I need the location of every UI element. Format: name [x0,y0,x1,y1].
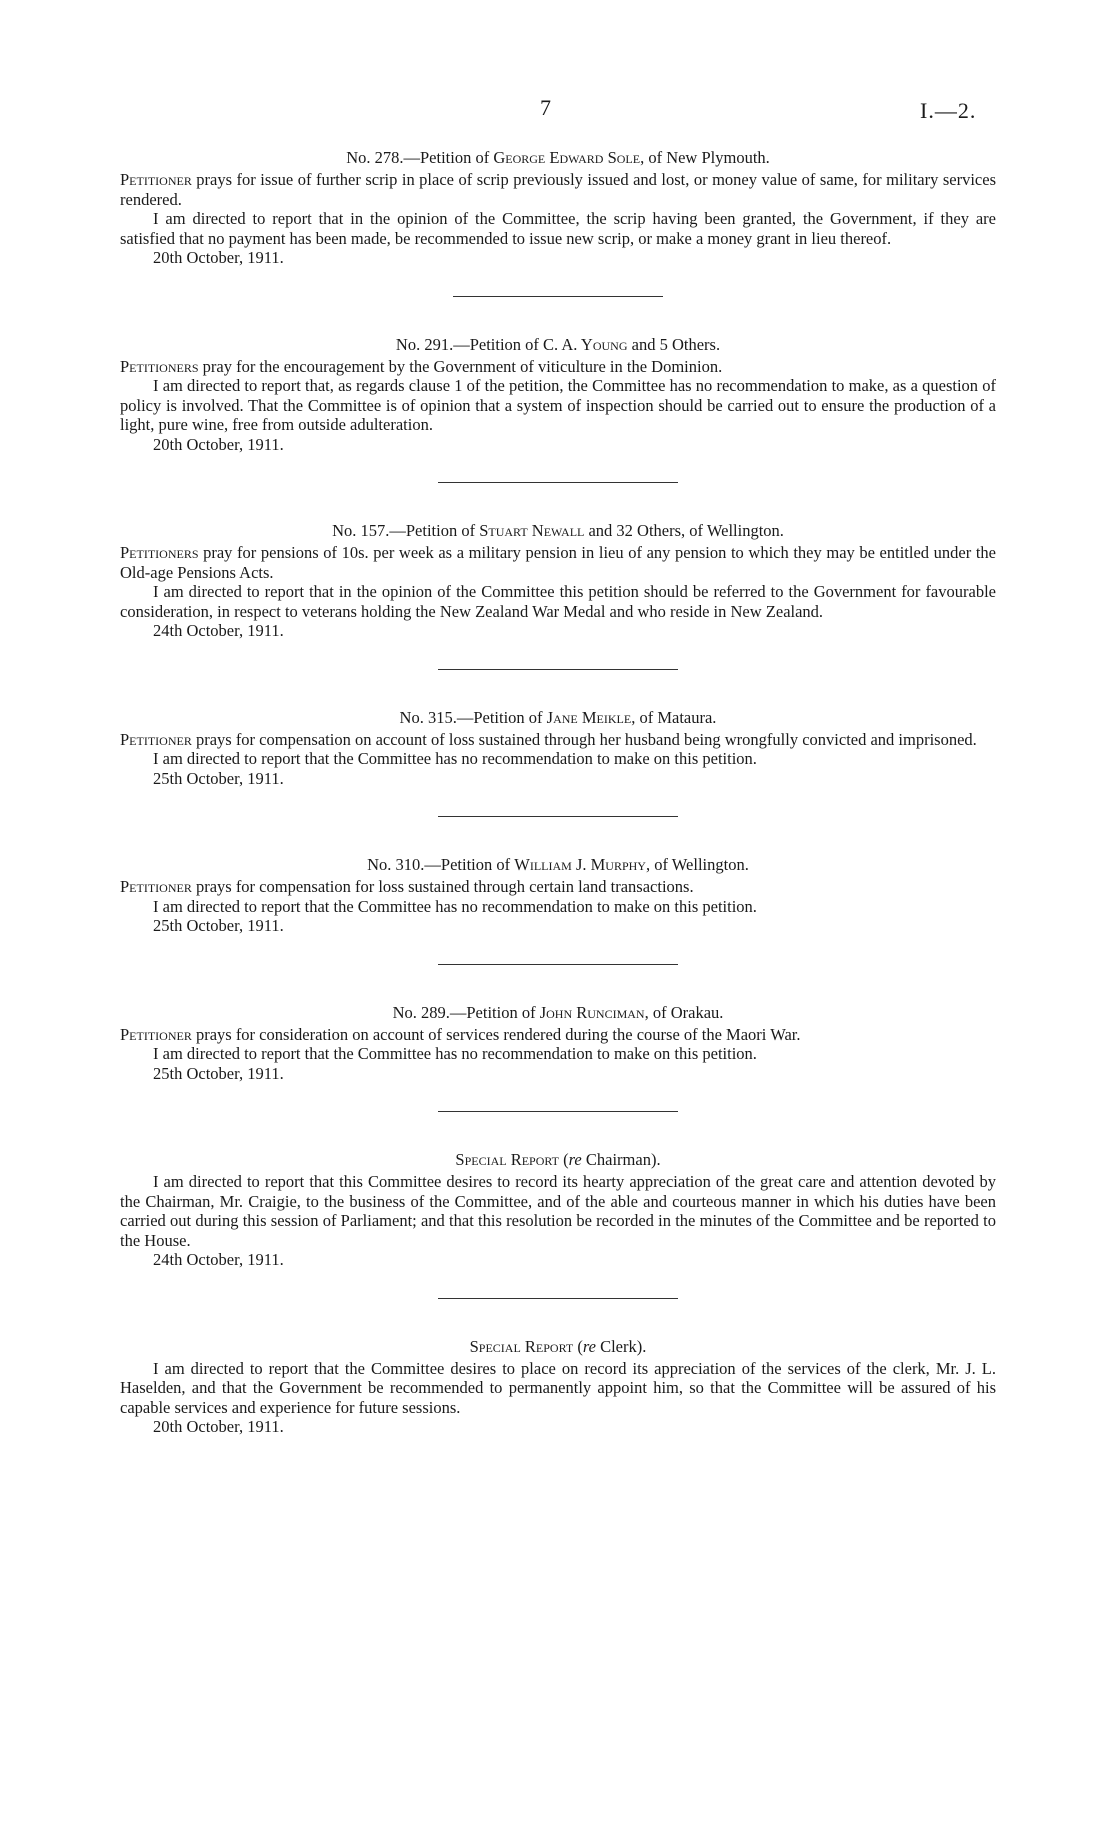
page-number: 7 [540,95,551,120]
section-divider [438,1298,678,1299]
special-report-heading [120,1150,996,1170]
summary-text: prays for issue of further scrip in place of scrip previously issued and lost, or money value of same, for military services rendered. [120,170,996,209]
special-report-clerk [120,1337,996,1437]
committee-report: I am directed to report that in the opinion of the Committee, the scrip having been granted, the Government, if they are satisfied that no payment has been made, be recommended to issue new scrip, or make a money grant in lieu thereof. [120,209,996,248]
petition-summary [120,877,996,897]
section-divider [438,482,678,483]
heading-re: re [568,1150,582,1169]
committee-report: I am directed to report that the Committee has no recommendation to make on this petition. [153,896,757,916]
heading-place: and 32 Others, of Wellington. [584,521,784,540]
report-date: 24th October, 1911. [153,621,284,640]
heading-place: , of New Plymouth. [640,148,770,167]
lead-word: Petitioners [120,543,199,562]
petitioner-name: Jane Meikle [546,707,632,727]
special-report-chairman [120,1150,996,1270]
lead-word: Petitioner [120,170,192,189]
petition-summary [120,730,996,750]
report-date: 20th October, 1911. [153,1417,284,1436]
heading-place: , of Wellington. [645,855,749,874]
report-date: 20th October, 1911. [153,434,284,454]
heading-subject: Clerk). [595,1336,647,1356]
section-divider [438,816,678,817]
petitioner-name: George Edward Sole [493,148,641,167]
petition-291 [120,335,996,455]
petition-157 [120,521,996,641]
heading-number: No. 278.—Petition of [346,148,494,167]
heading-place: , of Mataura. [631,707,717,727]
heading-number: No. 291.—Petition of [395,334,544,354]
heading-open-paren: ( [559,1150,569,1169]
petition-278 [120,148,996,268]
special-report-title: Special Report [469,1336,574,1356]
heading-place: and 5 Others. [627,334,721,354]
special-report-heading [120,1337,996,1357]
petitioner-name: Stuart Newall [479,521,585,540]
petition-heading [120,148,996,168]
section-divider [438,1111,678,1112]
petition-315 [120,708,996,789]
lead-word: Petitioner [120,877,192,896]
committee-report: I am directed to report that the Committee has no recommendation to make on this petition. [153,1044,757,1063]
committee-report: I am directed to report that, as regards clause 1 of the petition, the Committee has no recommendation to make, as a question of policy is involved. That the Committee is of opinion that a system of inspection should be carried out to ensure the production of a light, pure wine, free from outside adulteration. [120,376,996,434]
committee-report: I am directed to report that in the opinion of the Committee this petition should be referred to the Government for favourable consideration, in respect to veterans holding the New Zealand War Medal and who reside in New Zealand. [120,582,996,621]
report-date: 25th October, 1911. [153,768,284,788]
heading-re: re [582,1336,596,1356]
petition-summary [120,357,996,377]
petition-summary [120,543,996,582]
document-body [120,148,996,1437]
section-divider [453,296,663,297]
summary-text: pray for the encouragement by the Government of viticulture in the Dominion. [198,356,723,376]
lead-word: Petitioners [120,356,199,376]
summary-text: prays for consideration on account of services rendered during the course of the Maori War. [191,1024,801,1044]
petition-summary [120,1025,996,1045]
heading-open-paren: ( [573,1336,583,1356]
section-divider [438,964,678,965]
petition-heading [120,335,996,355]
heading-place: , of Orakau. [644,1002,724,1022]
committee-report: I am directed to report that the Committee desires to place on record its appreciation of the services of the clerk, Mr. J. L. Haselden, and that the Government be recommended to permanently appoint him, so that the Committee will be assured of his capable services and experience for future sessions. [120,1358,996,1417]
report-date: 25th October, 1911. [153,1063,284,1083]
petition-heading [120,708,996,728]
petition-summary [120,170,996,209]
summary-text: prays for compensation for loss sustained through certain land transactions. [191,877,694,896]
heading-number: No. 310.—Petition of [367,855,515,874]
petitioner-name: John Runciman [539,1002,645,1022]
report-date: 20th October, 1911. [153,248,284,267]
summary-text: pray for pensions of 10s. per week as a military pension in lieu of any pension to which they may be entitled under the Old-age Pensions Acts. [120,543,996,582]
heading-subject: Chairman). [581,1150,661,1169]
lead-word: Petitioner [120,729,192,749]
heading-number: No. 157.—Petition of [332,521,480,540]
petition-289 [120,1003,996,1084]
petition-310 [120,855,996,936]
committee-report: I am directed to report that this Committee desires to record its hearty appreciation of the great care and attention devoted by the Chairman, Mr. Craigie, to the business of the Committee, and of the able and courteous manner in which his duties have been carried out during this session of Parliament; and that this resolution be recorded in the minutes of the Committee and be reported to the House. [120,1172,996,1250]
heading-number: No. 289.—Petition of [392,1002,540,1022]
report-date: 25th October, 1911. [153,916,284,935]
report-date: 24th October, 1911. [153,1250,284,1269]
petition-heading [120,855,996,875]
petition-heading [120,1003,996,1023]
lead-word: Petitioner [120,1024,192,1044]
petition-heading [120,521,996,541]
summary-text: prays for compensation on account of loss sustained through her husband being wrongfully convicted and imprisoned. [191,729,977,749]
special-report-title: Special Report [455,1150,559,1169]
section-divider [438,669,678,670]
heading-number: No. 315.—Petition of [399,707,547,727]
committee-report: I am directed to report that the Committee has no recommendation to make on this petition. [153,749,757,768]
document-reference: I.—2. [920,98,977,123]
petitioner-name: C. A. Young [543,334,628,354]
petitioner-name: William J. Murphy [514,855,646,874]
